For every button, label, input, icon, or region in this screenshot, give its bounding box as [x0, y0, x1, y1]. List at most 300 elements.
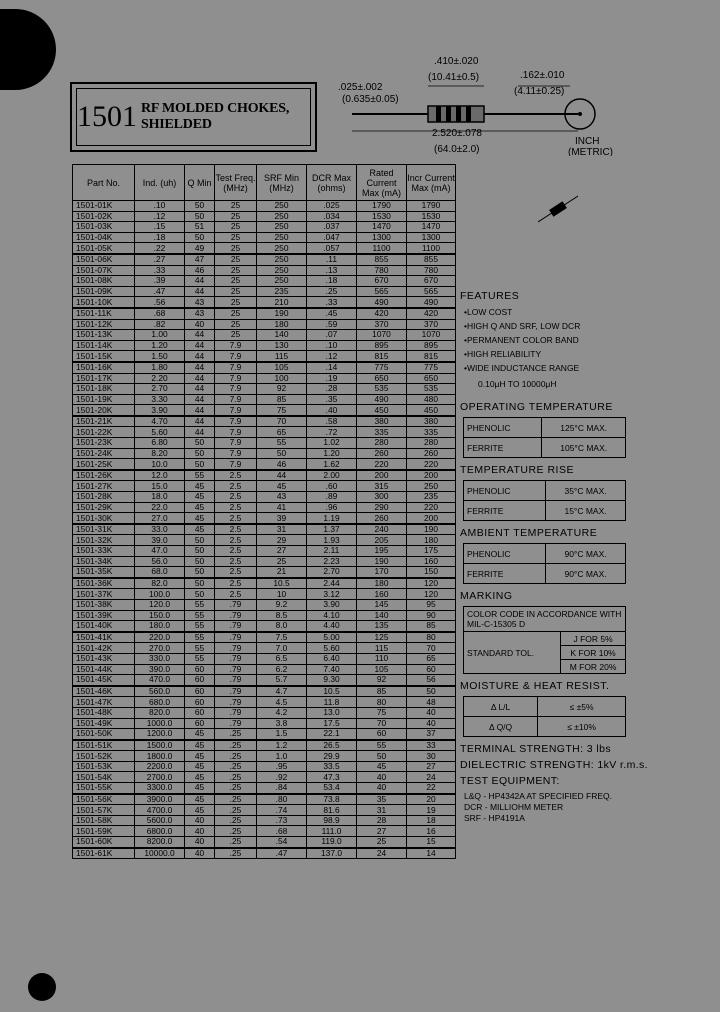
table-cell: 535: [407, 384, 456, 395]
table-cell: 1.20: [135, 340, 185, 351]
operating-temp-table: [463, 417, 626, 458]
table-cell: 1501-42K: [73, 643, 135, 654]
table-cell: .79: [215, 697, 257, 708]
table-cell: 27.0: [135, 513, 185, 524]
table-cell: 90: [407, 610, 456, 621]
table-cell: .19: [307, 373, 357, 384]
table-cell: 49: [185, 243, 215, 254]
table-cell: 111.0: [307, 826, 357, 837]
table-cell: 1501-40K: [73, 621, 135, 632]
table-cell: .82: [135, 319, 185, 330]
color-band: [446, 106, 451, 122]
table-cell: .79: [215, 643, 257, 654]
table-cell: 130: [257, 340, 307, 351]
table-row: [73, 254, 456, 265]
table-cell: 43: [185, 297, 215, 308]
table-cell: 55: [185, 610, 215, 621]
spec-row: [464, 607, 626, 632]
table-cell: 7.9: [215, 373, 257, 384]
table-row: [73, 384, 456, 395]
table-cell: .25: [215, 761, 257, 772]
table-cell: 33.5: [307, 761, 357, 772]
table-cell: 22: [407, 783, 456, 794]
table-cell: 1501-52K: [73, 751, 135, 762]
table-cell: 1800.0: [135, 751, 185, 762]
table-cell: 50: [357, 751, 407, 762]
table-cell: 1501-04K: [73, 232, 135, 243]
table-cell: 1501-09K: [73, 286, 135, 297]
column-header: Q Min: [185, 165, 215, 201]
table-row: [73, 481, 456, 492]
column-header: SRF Min (MHz): [257, 165, 307, 201]
table-cell: .28: [307, 384, 357, 395]
table-cell: .40: [307, 405, 357, 416]
table-cell: 70: [257, 416, 307, 427]
spec-value: 15°C MAX.: [546, 501, 626, 521]
table-cell: 2.70: [135, 384, 185, 395]
table-cell: .79: [215, 718, 257, 729]
table-cell: 1501-51K: [73, 740, 135, 751]
table-row: [73, 556, 456, 567]
table-cell: 1501-11K: [73, 308, 135, 319]
table-cell: 7.9: [215, 340, 257, 351]
column-header: Test Freq. (MHz): [215, 165, 257, 201]
table-cell: 250: [257, 254, 307, 265]
table-row: [73, 470, 456, 481]
table-cell: 6.80: [135, 438, 185, 449]
table-cell: 80: [357, 697, 407, 708]
table-cell: 6.40: [307, 653, 357, 664]
table-cell: 50: [185, 232, 215, 243]
table-cell: 220.0: [135, 632, 185, 643]
table-row: [73, 319, 456, 330]
table-cell: 50: [185, 438, 215, 449]
spec-value: 105°C MAX.: [542, 438, 626, 458]
table-cell: 1501-37K: [73, 589, 135, 600]
table-cell: 65: [407, 653, 456, 664]
table-cell: 1501-49K: [73, 718, 135, 729]
table-cell: .25: [215, 783, 257, 794]
tol-value: K FOR 10%: [561, 646, 626, 660]
spec-row: [464, 717, 626, 737]
table-cell: 44: [185, 427, 215, 438]
table-row: [73, 362, 456, 373]
table-cell: 2.70: [307, 567, 357, 578]
table-cell: .25: [307, 286, 357, 297]
table-cell: 170: [357, 567, 407, 578]
table-cell: 6.2: [257, 664, 307, 675]
operating-temp-title: OPERATING TEMPERATURE: [460, 401, 613, 413]
table-cell: 7.9: [215, 427, 257, 438]
table-cell: 45: [185, 783, 215, 794]
table-cell: 3900.0: [135, 794, 185, 805]
table-row: [73, 211, 456, 222]
table-cell: 1501-24K: [73, 448, 135, 459]
table-cell: 7.9: [215, 384, 257, 395]
table-cell: 25: [215, 211, 257, 222]
table-cell: 420: [357, 308, 407, 319]
table-cell: 25: [215, 308, 257, 319]
table-cell: 190: [257, 308, 307, 319]
spec-value: 35°C MAX.: [546, 481, 626, 501]
table-cell: 25: [215, 265, 257, 276]
spec-row: [464, 632, 626, 646]
spec-label: FERRITE: [464, 501, 546, 521]
inductance-range: 0.10μH TO 10000μH: [478, 379, 557, 389]
table-cell: 1501-27K: [73, 481, 135, 492]
table-cell: 55: [185, 470, 215, 481]
table-cell: 120.0: [135, 599, 185, 610]
table-cell: 3300.0: [135, 783, 185, 794]
table-cell: 25: [215, 222, 257, 233]
table-cell: 220: [407, 459, 456, 470]
marking-title: MARKING: [460, 590, 513, 602]
table-cell: 120: [407, 589, 456, 600]
table-cell: 50: [407, 686, 456, 697]
ambient-temp-title: AMBIENT TEMPERATURE: [460, 527, 598, 539]
table-cell: 2.5: [215, 502, 257, 513]
table-cell: .84: [257, 783, 307, 794]
table-cell: .12: [135, 211, 185, 222]
table-cell: 260: [407, 448, 456, 459]
table-cell: 40: [185, 826, 215, 837]
table-cell: 37: [407, 729, 456, 740]
table-cell: 68.0: [135, 567, 185, 578]
table-cell: 45: [185, 794, 215, 805]
table-cell: 25: [215, 254, 257, 265]
table-cell: 45: [185, 761, 215, 772]
table-cell: 1501-39K: [73, 610, 135, 621]
table-cell: 2.5: [215, 578, 257, 589]
table-cell: .89: [307, 492, 357, 503]
table-cell: 10.0: [135, 459, 185, 470]
overall-metric-dim: (64.0±2.0): [434, 144, 480, 155]
table-row: [73, 729, 456, 740]
table-cell: 895: [357, 340, 407, 351]
parts-table: [72, 164, 456, 859]
table-row: [73, 815, 456, 826]
table-cell: 2.5: [215, 481, 257, 492]
table-cell: 315: [357, 481, 407, 492]
table-cell: 50: [185, 546, 215, 557]
table-cell: 420: [407, 308, 456, 319]
table-cell: 370: [407, 319, 456, 330]
table-row: [73, 697, 456, 708]
table-cell: 137.0: [307, 848, 357, 859]
table-cell: 92: [357, 675, 407, 686]
table-cell: 3.8: [257, 718, 307, 729]
table-cell: 210: [257, 297, 307, 308]
table-cell: 4700.0: [135, 805, 185, 816]
table-cell: 1501-60K: [73, 837, 135, 848]
spec-label: Δ Q/Q: [464, 717, 538, 737]
table-cell: 235: [407, 492, 456, 503]
table-cell: 25: [357, 837, 407, 848]
table-cell: 3.90: [135, 405, 185, 416]
table-cell: 4.40: [307, 621, 357, 632]
table-cell: 75: [257, 405, 307, 416]
table-cell: 25: [215, 319, 257, 330]
table-cell: 1470: [407, 222, 456, 233]
table-cell: 1501-46K: [73, 686, 135, 697]
table-cell: .15: [135, 222, 185, 233]
table-cell: 40: [185, 815, 215, 826]
table-cell: 1.20: [307, 448, 357, 459]
table-cell: 2.44: [307, 578, 357, 589]
test-equipment-item: L&Q - HP4342A AT SPECIFIED FREQ.: [464, 791, 613, 801]
table-cell: 335: [407, 427, 456, 438]
table-cell: 300: [357, 492, 407, 503]
table-cell: 560.0: [135, 686, 185, 697]
table-cell: 44: [185, 276, 215, 287]
test-equipment-item: SRF - HP4191A: [464, 813, 525, 823]
features-list: [464, 305, 715, 375]
table-cell: 39: [257, 513, 307, 524]
table-cell: 8.0: [257, 621, 307, 632]
table-row: [73, 794, 456, 805]
table-cell: .45: [307, 308, 357, 319]
table-cell: 44: [185, 416, 215, 427]
table-row: [73, 772, 456, 783]
table-cell: 490: [357, 394, 407, 405]
table-cell: .47: [257, 848, 307, 859]
table-cell: 30: [407, 751, 456, 762]
table-cell: 100.0: [135, 589, 185, 600]
table-cell: 39.0: [135, 535, 185, 546]
ambient-temp-table: [463, 543, 626, 584]
table-cell: .74: [257, 805, 307, 816]
table-cell: 450: [407, 405, 456, 416]
table-cell: 1.02: [307, 438, 357, 449]
table-cell: 1070: [407, 330, 456, 341]
table-row: [73, 297, 456, 308]
table-cell: 44: [185, 351, 215, 362]
table-cell: 195: [357, 546, 407, 557]
table-row: [73, 578, 456, 589]
table-cell: 15.0: [135, 481, 185, 492]
table-cell: 1501-50K: [73, 729, 135, 740]
table-cell: 1501-14K: [73, 340, 135, 351]
table-cell: 25: [215, 243, 257, 254]
table-cell: 1501-47K: [73, 697, 135, 708]
body-length-metric-dim: (10.41±0.5): [428, 72, 480, 83]
table-cell: 1.50: [135, 351, 185, 362]
table-cell: 46: [185, 265, 215, 276]
table-cell: 85: [357, 686, 407, 697]
table-cell: 110: [357, 653, 407, 664]
table-cell: .79: [215, 653, 257, 664]
table-cell: 250: [257, 201, 307, 212]
table-cell: 7.9: [215, 362, 257, 373]
std-tol-label: STANDARD TOL.: [464, 632, 561, 674]
table-cell: .22: [135, 243, 185, 254]
table-cell: .10: [135, 201, 185, 212]
table-cell: 115: [257, 351, 307, 362]
table-row: [73, 826, 456, 837]
table-cell: 53.4: [307, 783, 357, 794]
table-row: [73, 589, 456, 600]
table-row: [73, 232, 456, 243]
table-cell: 60: [185, 718, 215, 729]
spec-label: PHENOLIC: [464, 544, 546, 564]
table-cell: 29: [257, 535, 307, 546]
table-cell: 1530: [407, 211, 456, 222]
table-cell: 1.00: [135, 330, 185, 341]
table-cell: 120: [407, 578, 456, 589]
spec-value: ≤ ±5%: [538, 697, 626, 717]
table-cell: 490: [407, 297, 456, 308]
table-cell: 680.0: [135, 697, 185, 708]
table-cell: 50: [185, 567, 215, 578]
table-row: [73, 330, 456, 341]
table-cell: 82.0: [135, 578, 185, 589]
table-cell: 290: [357, 502, 407, 513]
marking-table: [463, 606, 626, 674]
table-cell: 1501-32K: [73, 535, 135, 546]
table-cell: .18: [307, 276, 357, 287]
column-header: DCR Max (ohms): [307, 165, 357, 201]
table-cell: 26.5: [307, 740, 357, 751]
table-cell: 10.5: [307, 686, 357, 697]
table-cell: 31: [357, 805, 407, 816]
column-header: Incr Current Max (mA): [407, 165, 456, 201]
table-cell: 380: [357, 416, 407, 427]
table-row: [73, 265, 456, 276]
table-row: [73, 848, 456, 859]
table-row: [73, 222, 456, 233]
table-cell: 1501-44K: [73, 664, 135, 675]
table-cell: 4.2: [257, 707, 307, 718]
table-cell: .13: [307, 265, 357, 276]
table-cell: 19: [407, 805, 456, 816]
table-cell: 3.12: [307, 589, 357, 600]
table-cell: 50: [185, 535, 215, 546]
table-row: [73, 599, 456, 610]
table-cell: .79: [215, 621, 257, 632]
table-cell: 6.5: [257, 653, 307, 664]
table-row: [73, 394, 456, 405]
table-cell: 2.00: [307, 470, 357, 481]
table-row: [73, 438, 456, 449]
table-cell: 7.9: [215, 416, 257, 427]
table-cell: .057: [307, 243, 357, 254]
table-cell: 1501-02K: [73, 211, 135, 222]
tol-value: J FOR 5%: [561, 632, 626, 646]
feature-item: • WIDE INDUCTANCE RANGE: [464, 361, 715, 375]
table-cell: 5.60: [307, 643, 357, 654]
table-cell: 5.00: [307, 632, 357, 643]
table-row: [73, 740, 456, 751]
table-cell: 16: [407, 826, 456, 837]
table-cell: 9.2: [257, 599, 307, 610]
table-cell: .25: [215, 805, 257, 816]
table-cell: 98.9: [307, 815, 357, 826]
table-cell: 45: [185, 751, 215, 762]
body-length-dim: .410±.020: [434, 56, 479, 67]
table-cell: 55: [357, 740, 407, 751]
table-cell: .80: [257, 794, 307, 805]
table-cell: 1.19: [307, 513, 357, 524]
table-cell: 1000.0: [135, 718, 185, 729]
table-cell: 1501-30K: [73, 513, 135, 524]
table-cell: 565: [357, 286, 407, 297]
table-cell: 815: [357, 351, 407, 362]
spec-row: [464, 481, 626, 501]
features-title: FEATURES: [460, 290, 520, 302]
table-cell: 820.0: [135, 707, 185, 718]
table-cell: 1100: [407, 243, 456, 254]
table-cell: 10.5: [257, 578, 307, 589]
table-cell: 775: [407, 362, 456, 373]
table-cell: 4.10: [307, 610, 357, 621]
table-cell: 250: [257, 265, 307, 276]
table-cell: 7.40: [307, 664, 357, 675]
table-cell: 270.0: [135, 643, 185, 654]
table-cell: 6800.0: [135, 826, 185, 837]
table-cell: 50: [257, 448, 307, 459]
table-cell: 3.90: [307, 599, 357, 610]
feature-item: • LOW COST: [464, 305, 715, 319]
table-cell: 60: [185, 664, 215, 675]
table-cell: 190: [357, 556, 407, 567]
table-cell: 44: [185, 384, 215, 395]
table-cell: 45: [185, 502, 215, 513]
table-cell: 100: [257, 373, 307, 384]
table-cell: 55: [185, 621, 215, 632]
table-cell: 1501-36K: [73, 578, 135, 589]
table-cell: 1501-55K: [73, 783, 135, 794]
spec-label: Δ L/L: [464, 697, 538, 717]
table-cell: 280: [407, 438, 456, 449]
table-cell: 1501-58K: [73, 815, 135, 826]
table-cell: 1501-05K: [73, 243, 135, 254]
table-cell: .25: [215, 848, 257, 859]
table-cell: .95: [257, 761, 307, 772]
table-cell: 200: [357, 470, 407, 481]
table-cell: 119.0: [307, 837, 357, 848]
table-cell: 1.62: [307, 459, 357, 470]
spec-row: [464, 697, 626, 717]
table-cell: .25: [215, 772, 257, 783]
table-row: [73, 837, 456, 848]
table-cell: 45: [185, 772, 215, 783]
table-cell: 115: [357, 643, 407, 654]
table-cell: 44: [185, 373, 215, 384]
table-cell: 780: [357, 265, 407, 276]
table-cell: .79: [215, 610, 257, 621]
table-cell: 17.5: [307, 718, 357, 729]
table-row: [73, 308, 456, 319]
table-cell: 56: [407, 675, 456, 686]
spec-label: PHENOLIC: [464, 418, 542, 438]
table-cell: 1.5: [257, 729, 307, 740]
table-cell: 1.93: [307, 535, 357, 546]
table-cell: 10: [257, 589, 307, 600]
table-cell: 70: [407, 643, 456, 654]
table-cell: 105: [257, 362, 307, 373]
table-row: [73, 459, 456, 470]
table-cell: 1501-10K: [73, 297, 135, 308]
table-cell: 2.5: [215, 567, 257, 578]
spec-value: 125°C MAX.: [542, 418, 626, 438]
table-cell: 855: [357, 254, 407, 265]
table-cell: 25: [215, 297, 257, 308]
table-cell: 50: [185, 448, 215, 459]
table-cell: 27: [357, 826, 407, 837]
table-row: [73, 632, 456, 643]
table-cell: .79: [215, 675, 257, 686]
table-cell: 27: [257, 546, 307, 557]
